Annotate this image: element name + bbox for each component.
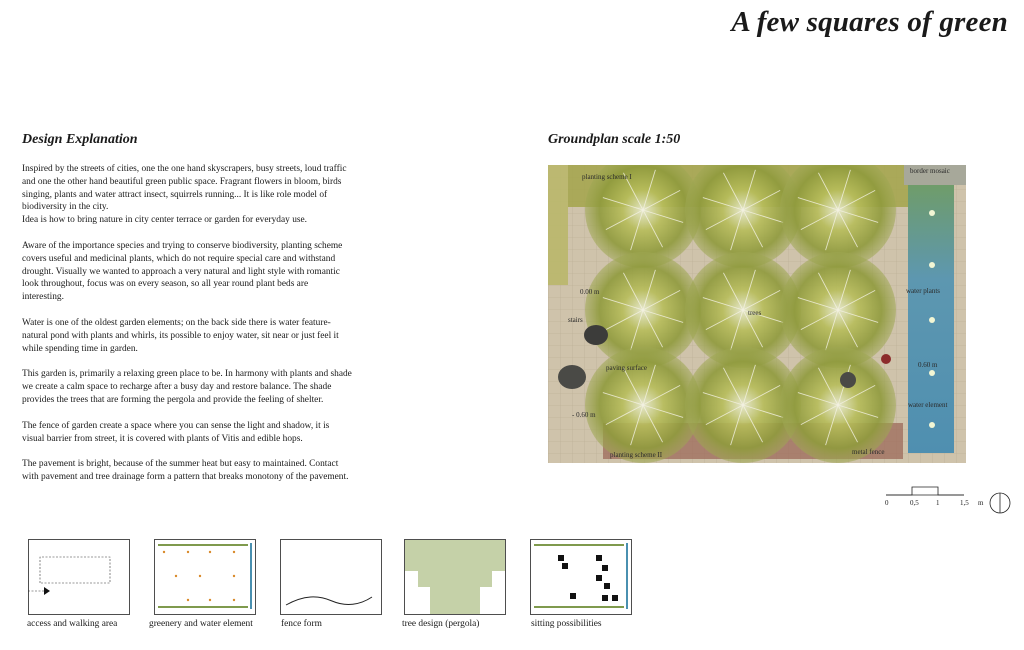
scale-bar bbox=[880, 485, 1020, 515]
caption-pergola: tree design (pergola) bbox=[402, 619, 480, 629]
caption-fence-form: fence form bbox=[281, 619, 322, 629]
design-paragraph: This garden is, primarily a relaxing green place to be. In harmony with plants and shade we create a calm space to recharge after a busy day and restore balance. The shade provides the trees that are forming the pergola and provide the feeling of shelter. bbox=[22, 369, 352, 405]
diagram-greenery-water bbox=[154, 539, 256, 615]
design-paragraph-line: Idea is how to bring nature in city center terrace or garden for everyday use. bbox=[22, 215, 308, 226]
caption-greenery-water: greenery and water element bbox=[149, 619, 253, 629]
caption-access-walking: access and walking area bbox=[27, 619, 118, 629]
label-level-000: 0.00 m bbox=[580, 288, 600, 296]
design-paragraph bbox=[22, 163, 352, 227]
label-metal-fence: metal fence bbox=[852, 448, 885, 456]
scale-tick: 0,5 bbox=[910, 499, 919, 507]
label-trees: trees bbox=[748, 309, 762, 317]
design-paragraph: The pavement is bright, because of the summer heat but easy to maintained. Contact with pavement and tree drainage form a pattern that breaks monotony of the pavement. bbox=[22, 459, 349, 483]
label-level-060-right: 0.60 m bbox=[918, 361, 938, 369]
groundplan-heading: Groundplan scale 1:50 bbox=[548, 132, 681, 147]
label-planting-scheme-2: planting scheme II bbox=[610, 451, 663, 459]
label-level-060-left: - 0.60 m bbox=[572, 411, 596, 419]
scale-tick: 1 bbox=[936, 499, 940, 507]
walking-path-icon bbox=[28, 539, 130, 615]
label-water-element: water element bbox=[908, 401, 948, 409]
diagram-pergola bbox=[404, 539, 506, 615]
scale-tick: 0 bbox=[885, 499, 889, 507]
label-stairs: stairs bbox=[568, 316, 583, 324]
pergola-shape-icon bbox=[404, 539, 506, 615]
label-planting-scheme-1: planting scheme I bbox=[582, 173, 632, 181]
greenery-dots-icon bbox=[154, 539, 256, 615]
caption-sitting: sitting possibilities bbox=[531, 619, 602, 629]
design-explanation-heading: Design Explanation bbox=[22, 132, 138, 147]
diagram-fence-form bbox=[280, 539, 382, 615]
diagram-access-walking bbox=[28, 539, 130, 615]
label-paving-surface: paving surface bbox=[606, 364, 648, 372]
design-paragraph: Aware of the importance species and trying to conserve biodiversity, planting scheme covers useful and medicinal plants, which do not require special care and withstand drought. Visually we wanted to approach a very natural and light style with romantic look throughout, focus was on every season, so all year round plant beds are interesting. bbox=[22, 240, 343, 303]
tree-canopies bbox=[585, 165, 896, 463]
label-water-plants: water plants bbox=[906, 287, 941, 295]
scale-unit: m bbox=[978, 499, 984, 507]
diagram-sitting bbox=[530, 539, 632, 615]
design-paragraph-line: Inspired by the streets of cities, one the one hand skyscrapers, busy streets, loud traffic and one the other hand beautiful green public space. Fragrant flowers in bloom, birds singing, plants and water attract insect, squirrels running... It is like role model of biodiversity in the city. bbox=[22, 164, 347, 213]
design-explanation-text bbox=[22, 163, 352, 497]
label-border-mosaic: border mosaic bbox=[910, 167, 950, 175]
page-title: A few squares of green bbox=[731, 6, 1008, 38]
design-paragraph: Water is one of the oldest garden elements; on the back side there is water feature- natural pond with plants and whirls, its possible to enjoy water, sit near or just feel it while spending time in garden. bbox=[22, 317, 339, 354]
design-paragraph: The fence of garden create a space where you can sense the light and shadow, it is visual barrier from street, it is covered with plants of Vitis and edible hops. bbox=[22, 420, 330, 444]
seat-squares-icon bbox=[530, 539, 632, 615]
wave-line-icon bbox=[280, 539, 382, 615]
scale-tick: 1,5 bbox=[960, 499, 969, 507]
groundplan-image bbox=[548, 165, 966, 463]
